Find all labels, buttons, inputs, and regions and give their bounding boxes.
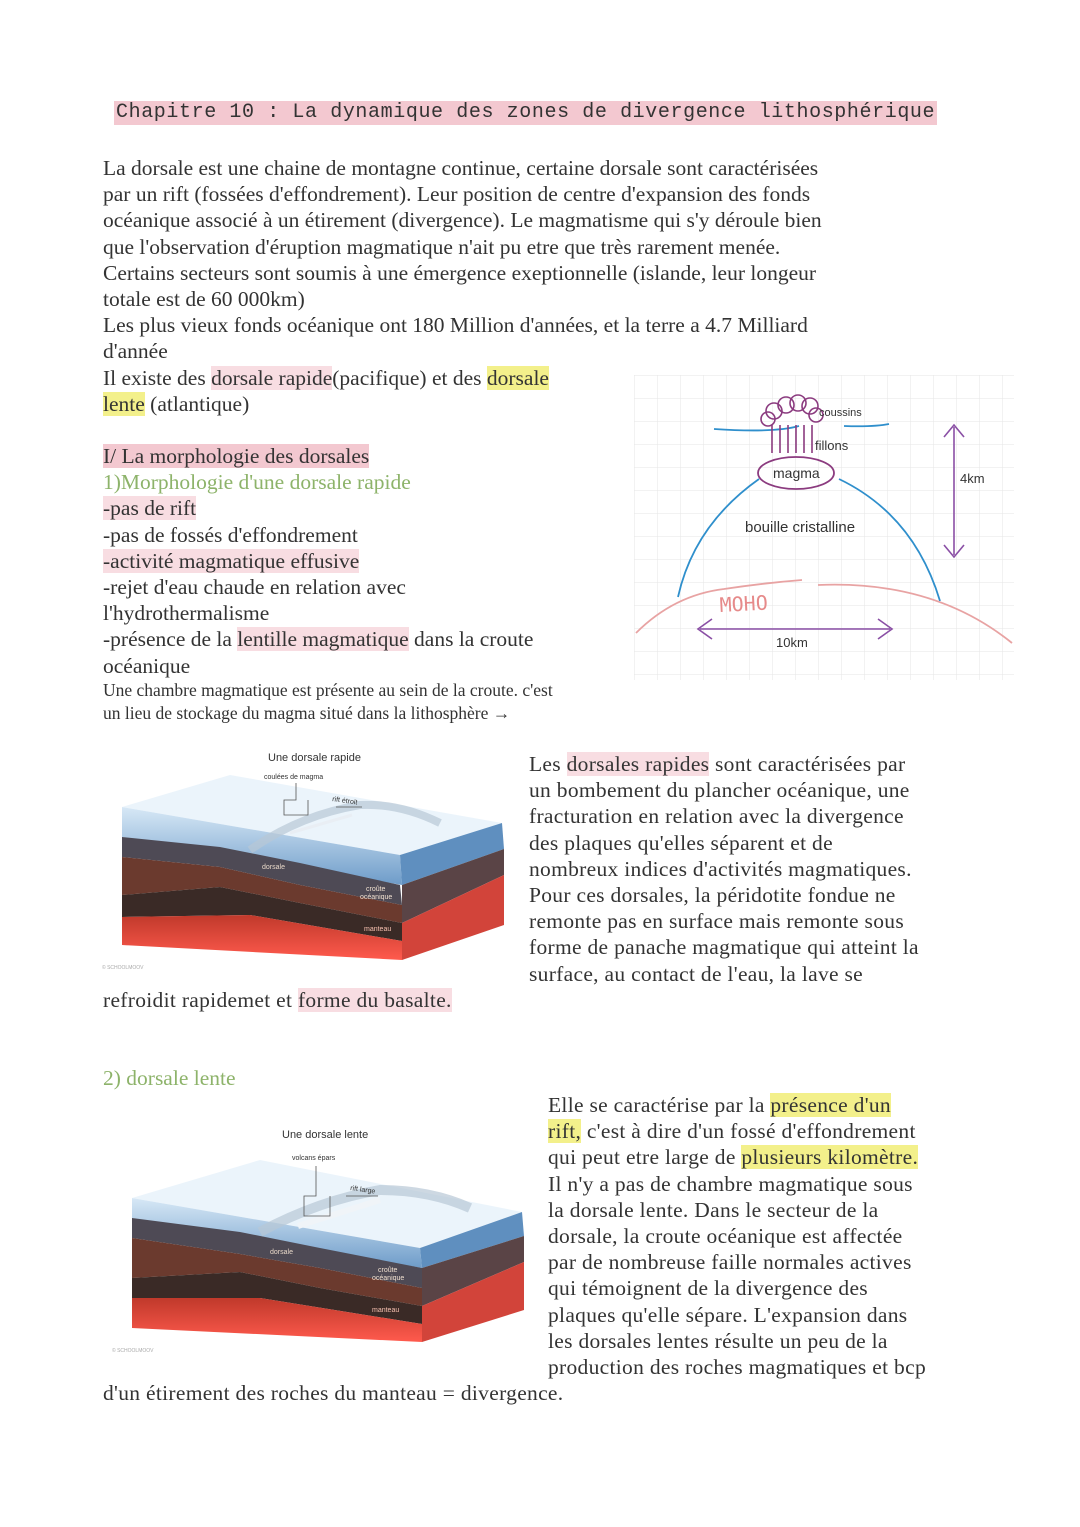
section2-subheading: 2) dorsale lente (103, 1066, 236, 1090)
section1-heading: I/ La morphologie des dorsales (103, 444, 370, 468)
fig2-title: Une dorsale lente (282, 1129, 369, 1141)
slow-text-line: la dorsale lente. Dans le secteur de la (548, 1197, 879, 1222)
intro-line: que l'observation d'éruption magmatique n'ait pu etre que très rarement menée. (103, 234, 781, 259)
slow-text-line: qui témoignent de la divergence des (548, 1276, 868, 1301)
highlight-plusieurs-km: plusieurs kilomètre. (741, 1145, 919, 1170)
chamber-note (103, 679, 643, 725)
fig2-label-volcans: volcans épars (292, 1155, 336, 1162)
fig1-label-croute1: croûte (366, 886, 386, 893)
highlight-presence-rift: présence d'un (770, 1093, 891, 1117)
figure-dorsale-rapide (100, 745, 510, 980)
intro-line: océanique associé à un étirement (divergence). Le magmatisme qui s'y déroule bien (103, 208, 822, 233)
rapid-text-line: Les dorsales rapides sont caractérisées par (529, 752, 906, 776)
ridge-sketch (634, 375, 1014, 680)
bullet-eau-chaude: -rejet d'eau chaude en relation avec (103, 575, 406, 600)
slow-text-line: plaques qu'elle sépare. L'expansion dans (548, 1302, 908, 1327)
bullet-hydrothermalisme: l'hydrothermalisme (103, 601, 270, 626)
rapid-text-line: nombreux indices d'activités magmatiques. (529, 856, 912, 881)
highlight-lentille: lentille magmatique (237, 627, 409, 652)
highlight-dorsale: dorsale (486, 365, 549, 390)
highlight-dorsale-rapide: dorsale rapide (211, 365, 333, 390)
fig1-label-coulees: coulées de magma (264, 774, 324, 781)
label-magma: magma (773, 465, 820, 481)
fig2-label-croute2: océanique (372, 1275, 405, 1282)
rapid-text-line: remonte pas en surface mais remonte sous (529, 909, 904, 934)
label-bouille: bouille cristalline (745, 519, 856, 536)
slow-text-line: par de nombreuse faille normales actives (548, 1250, 912, 1275)
intro-line: totale est de 60 000km) (103, 287, 305, 312)
rapid-text-line: fracturation en relation avec la divergence (529, 804, 904, 829)
bullet-activite-effusive: -activité magmatique effusive (103, 548, 360, 573)
slow-text-line: production des roches magmatiques et bcp (548, 1355, 926, 1380)
slow-text-last-line: d'un étirement des roches du manteau = divergence. (103, 1381, 564, 1405)
note-line: Une chambre magmatique est présente au sein de la croute. c'est (103, 680, 553, 700)
fig1-label-croute2: océanique (360, 894, 393, 901)
fig1-label-rift: rift étroit (331, 796, 358, 807)
intro-line: Les plus vieux fonds océanique ont 180 Million d'années, et la terre a 4.7 Milliard (103, 313, 808, 338)
rapid-text-line: surface, au contact de l'eau, la lave se (529, 961, 864, 986)
ridge-types-line: lente (atlantique) (103, 391, 250, 416)
highlight-lente: lente (103, 391, 145, 416)
intro-line: d'année (103, 339, 168, 364)
slow-text-line: rift, c'est à dire d'un fossé d'effondrement (548, 1119, 916, 1144)
slow-text-line: les dorsales lentes résulte un peu de la (548, 1328, 888, 1353)
rapid-text-line: Pour ces dorsales, la péridotite fondue ne (529, 883, 896, 908)
figure-dorsale-lente (110, 1120, 530, 1360)
label-coussins: coussins (819, 407, 862, 419)
fig1-credit: © SCHOOLMOOV (102, 965, 144, 971)
highlight-dorsales-rapides: dorsales rapides (566, 752, 710, 776)
slow-text-line: Il n'y a pas de chambre magmatique sous (548, 1171, 913, 1196)
label-moho: MOHO (719, 590, 769, 617)
slow-text-line: qui peut etre large de plusieurs kilomètre. (548, 1145, 919, 1170)
fig2-label-dorsale: dorsale (270, 1249, 293, 1256)
bullet-pas-de-fosses: -pas de fossés d'effondrement (103, 522, 358, 547)
highlight-basalte: forme du basalte. (297, 988, 452, 1012)
slow-ridge-text (548, 1092, 988, 1380)
intro-line: Certains secteurs sont soumis à une émergence exeptionnelle (islande, leur longeur (103, 260, 817, 285)
label-10km: 10km (776, 635, 808, 650)
rapid-ridge-text (529, 751, 989, 987)
fig1-label-dorsale: dorsale (262, 864, 285, 871)
slow-text-line: Elle se caractérise par la présence d'un (548, 1093, 891, 1117)
page-title: Chapitre 10 : La dynamique des zones de divergence lithosphérique (116, 101, 936, 124)
fig2-credit: © SCHOOLMOOV (112, 1348, 154, 1354)
ridge-types-line: Il existe des dorsale rapide(pacifique) et des dorsale (103, 365, 549, 390)
slow-text-line: dorsale, la croute océanique est affectée (548, 1224, 903, 1249)
rapid-text-continuation: refroidit rapidemet et forme du basalte. (103, 988, 452, 1012)
bullet-oceanique: océanique (103, 653, 191, 678)
intro-line: par un rift (fossées d'effondrement). Leur position de centre d'expansion des fonds (103, 182, 811, 207)
label-fillons: fillons (815, 438, 849, 453)
fig1-label-manteau: manteau (364, 926, 392, 933)
bullet-lentille: -présence de la lentille magmatique dans la croute (103, 627, 534, 652)
section1-subheading: 1)Morphologie d'une dorsale rapide (103, 470, 411, 495)
label-4km: 4km (960, 471, 985, 486)
fig2-label-croute1: croûte (378, 1267, 398, 1274)
bullet-pas-de-rift: -pas de rift (103, 496, 197, 521)
section1 (103, 443, 633, 679)
fig2-label-manteau: manteau (372, 1307, 400, 1314)
note-line: un lieu de stockage du magma situé dans la lithosphère → (103, 703, 511, 723)
rapid-text-line: forme de panache magmatique qui atteint la (529, 935, 919, 960)
intro-line: La dorsale est une chaine de montagne continue, certaine dorsale sont caractérisées (103, 156, 819, 180)
rapid-text-line: un bombement du plancher océanique, une (529, 778, 910, 803)
highlight-rift: rift, (548, 1119, 582, 1144)
fig1-title: Une dorsale rapide (268, 752, 361, 764)
fig2-label-rift: rift large (349, 1185, 376, 1196)
rapid-text-line: des plaques qu'elles séparent et de (529, 830, 833, 855)
